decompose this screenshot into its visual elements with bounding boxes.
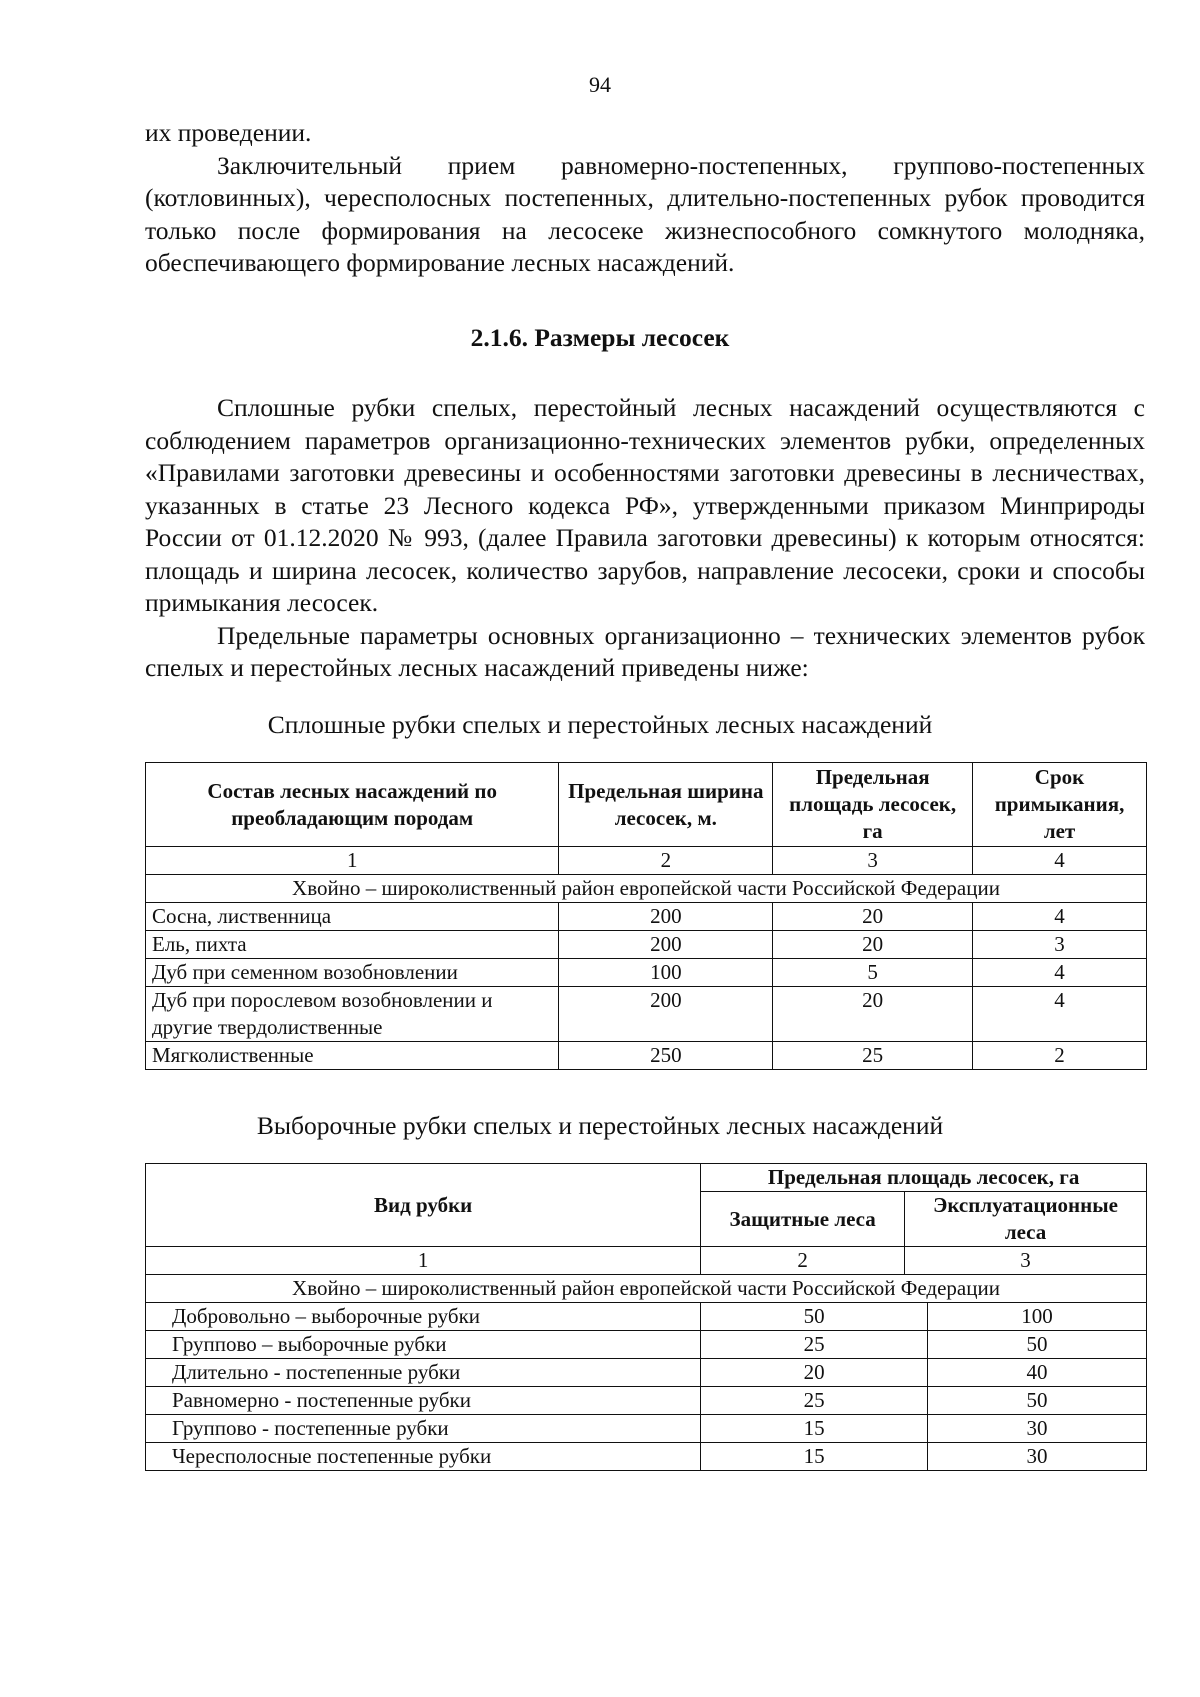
column-number: 3 [773,847,973,875]
species-cell: Мягколиственные [146,1042,559,1070]
cut-type-cell: Группово - постепенные рубки [146,1415,701,1443]
cut-type-cell: Добровольно – выборочные рубки [146,1303,701,1331]
cut-type-cell: Группово – выборочные рубки [146,1331,701,1359]
width-cell: 200 [559,903,773,931]
header-cell: Состав лесных насаждений по преобладающим породам [146,763,559,847]
exploitation-area-cell: 50 [928,1387,1147,1415]
exploitation-area-cell: 30 [928,1443,1147,1471]
exploitation-area-cell: 40 [928,1359,1147,1387]
column-number: 3 [905,1247,1147,1275]
header-group-cell: Предельная площадь лесосек, га [701,1164,1147,1192]
column-number: 2 [701,1247,905,1275]
table-row [146,903,1147,931]
protective-area-cell: 20 [701,1359,928,1387]
term-cell: 4 [973,959,1147,987]
cut-type-cell: Равномерно - постепенные рубки [146,1387,701,1415]
exploitation-area-cell: 50 [928,1331,1147,1359]
width-cell: 200 [559,987,773,1042]
paragraph: Предельные параметры основных организационно – технических элементов рубок спелых и перестойных лесных насаждений приведены ниже: [145,620,1145,682]
table-header-row [146,1164,1147,1192]
header-cell: Вид рубки [146,1164,701,1247]
species-cell: Дуб при семенном возобновлении [146,959,559,987]
width-cell: 100 [559,959,773,987]
cut-type-cell: Чересполосные постепенные рубки [146,1443,701,1471]
protective-area-cell: 15 [701,1443,928,1471]
clearcut-table [145,762,1147,1070]
species-cell: Ель, пихта [146,931,559,959]
term-cell: 4 [973,987,1147,1042]
paragraph: Сплошные рубки спелых, перестойный лесных насаждений осуществляются с соблюдением параметров организационно-технических элементов рубки, определенных «Правилами заготовки древесины и особенностями заготовки древесины в лесничествах, указанных в статье 23 Лесного кодекса РФ», утвержденными приказом Минприроды России от 01.12.2020 № 993, (далее Правила заготовки древесины) к которым относятся: площадь и ширина лесосек, количество зарубов, направление лесосеки, сроки и способы примыкания лесосек. [145,393,1145,617]
paragraph: их проведении. [145,118,312,147]
region-cell: Хвойно – широколиственный район европейской части Российской Федерации [146,1275,1147,1303]
cut-type-cell: Длительно - постепенные рубки [146,1359,701,1387]
area-cell: 20 [773,931,973,959]
region-row [146,1275,1147,1303]
section-heading: 2.1.6. Размеры лесосек [470,323,730,352]
table-header-row [146,763,1147,847]
protective-area-cell: 25 [701,1331,928,1359]
table-row [146,987,1147,1042]
table2-caption: Выборочные рубки спелых и перестойных лесных насаждений [256,1111,944,1140]
table1-caption: Сплошные рубки спелых и перестойных лесных насаждений [267,710,933,739]
width-cell: 250 [559,1042,773,1070]
area-cell: 25 [773,1042,973,1070]
protective-area-cell: 15 [701,1415,928,1443]
column-number-row [146,847,1147,875]
selective-cut-table [145,1163,1147,1471]
header-cell: Предельная площадь лесосек, га [773,763,973,847]
table-row [146,931,1147,959]
region-row [146,875,1147,903]
exploitation-area-cell: 30 [928,1415,1147,1443]
protective-area-cell: 25 [701,1387,928,1415]
column-number-row [146,1247,1147,1275]
column-number: 4 [973,847,1147,875]
region-cell: Хвойно – широколиственный район европейской части Российской Федерации [146,875,1147,903]
area-cell: 5 [773,959,973,987]
header-cell: Эксплуатационные леса [905,1192,1147,1247]
table-row [146,959,1147,987]
column-number: 1 [146,1247,701,1275]
exploitation-area-cell: 100 [928,1303,1147,1331]
species-cell: Сосна, лиственница [146,903,559,931]
header-cell: Срок примыкания, лет [973,763,1147,847]
table-row [146,1303,1147,1331]
page-number: 94 [589,72,611,97]
term-cell: 4 [973,903,1147,931]
column-number: 2 [559,847,773,875]
table-row [146,1387,1147,1415]
term-cell: 2 [973,1042,1147,1070]
table-row [146,1042,1147,1070]
species-cell: Дуб при порослевом возобновлении и другие твердолиственные [146,987,559,1042]
area-cell: 20 [773,903,973,931]
area-cell: 20 [773,987,973,1042]
main-text-block [145,392,1145,685]
column-number: 1 [146,847,559,875]
term-cell: 3 [973,931,1147,959]
width-cell: 200 [559,931,773,959]
paragraph: Заключительный прием равномерно-постепенных, группово-постепенных (котловинных), чересполосных постепенных, длительно-постепенных рубок проводится только после формирования на лесосеке жизнеспособного сомкнутого молодняка, обеспечивающего формирование лесных насаждений. [145,150,1145,277]
table-row [146,1359,1147,1387]
table-row [146,1415,1147,1443]
header-cell: Защитные леса [701,1192,905,1247]
intro-text-block [145,117,1145,280]
header-cell: Предельная ширина лесосек, м. [559,763,773,847]
protective-area-cell: 50 [701,1303,928,1331]
table-row [146,1331,1147,1359]
table-row [146,1443,1147,1471]
